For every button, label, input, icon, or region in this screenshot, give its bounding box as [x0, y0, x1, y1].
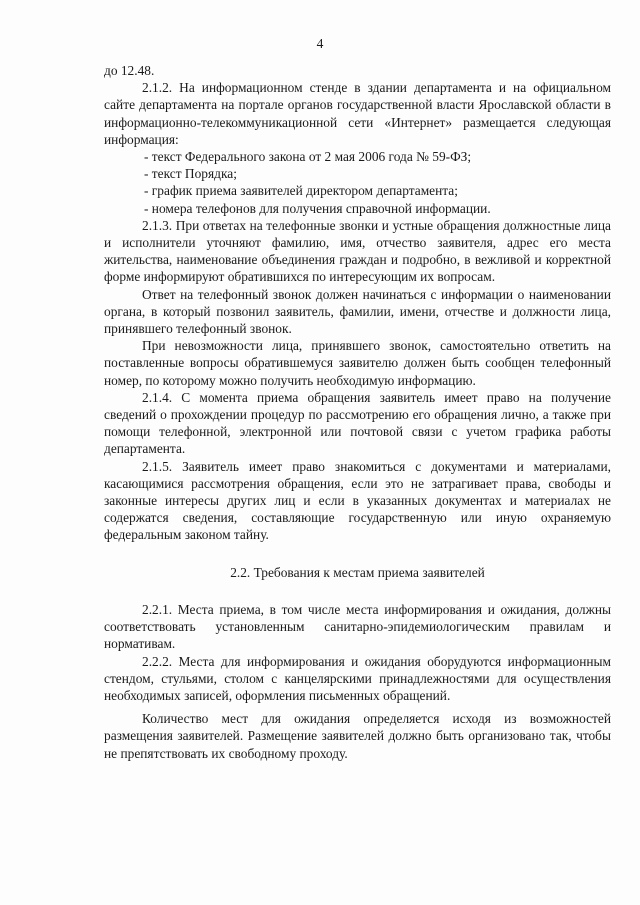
section-heading-2-2: 2.2. Требования к местам приема заявителей	[230, 564, 485, 580]
paragraph-2-1-3-redirect: При невозможности лица, принявшего звонок, самостоятельно ответить на поставленные вопросы обратившемуся заявителю должен быть сообщен телефонный номер, по которому можно получить необходимую информацию.	[104, 338, 611, 388]
paragraph-2-1-4: 2.1.4. С момента приема обращения заявитель имеет право на получение сведений о прохождении процедур по рассмотрению его обращения лично, а также при помощи телефонной, электронной или почтовой связи с учетом графика работы департамента.	[104, 389, 611, 457]
paragraph-2-2-1: 2.2.1. Места приема, в том числе места информирования и ожидания, должны соответствовать установленным санитарно-эпидемиологическим правилам и нормативам.	[104, 601, 611, 652]
paragraph-2-1-3-phone-answer: Ответ на телефонный звонок должен начинаться с информации о наименовании органа, в который позвонил заявитель, фамилии, имени, отчестве и должности лица, принявшего телефонный звонок.	[104, 286, 611, 337]
document-body	[104, 62, 611, 762]
continuation-text: до 12.48.	[104, 63, 155, 78]
paragraph-2-2-2-waiting-places: Количество мест для ожидания определяется исходя из возможностей размещения заявителей. Размещение заявителей должно быть организовано так, чтобы не препятствовать их свободному проходу.	[104, 711, 611, 761]
paragraph-2-1-2: 2.1.2. На информационном стенде в здании департамента и на официальном сайте департамента на портале органов государственной власти Ярославской области в информационно-телекоммуникационной сети «Интернет» размещается следующая информация:	[104, 80, 611, 147]
paragraph-2-1-5: 2.1.5. Заявитель имеет право знакомиться с документами и материалами, касающимися рассмотрения обращения, если это не затрагивает права, свободы и законные интересы других лиц и если в указанных документах и материалах не содержатся сведения, составляющие государственную или иную охраняемую федеральным законом тайну.	[104, 458, 611, 543]
page-number: 4	[316, 36, 324, 51]
list-item: - график приема заявителей директором департамента;	[144, 183, 458, 199]
list-item: - текст Порядка;	[144, 166, 237, 182]
list-item: - номера телефонов для получения справочной информации.	[144, 200, 491, 216]
list-item: - текст Федерального закона от 2 мая 2006 года № 59-ФЗ;	[144, 149, 472, 165]
paragraph-2-1-3: 2.1.3. При ответах на телефонные звонки и устные обращения должностные лица и исполнители уточняют фамилию, имя, отчество заявителя, адрес его места жительства, наименование объединения граждан и подробно, в вежливой и корректной форме информируют обратившихся по интересующим их вопросам.	[104, 217, 611, 285]
paragraph-2-2-2: 2.2.2. Места для информирования и ожидания оборудуются информационным стендом, стульями, столом с канцелярскими принадлежностями для осуществления необходимых записей, оформления письменных обращений.	[104, 653, 611, 703]
